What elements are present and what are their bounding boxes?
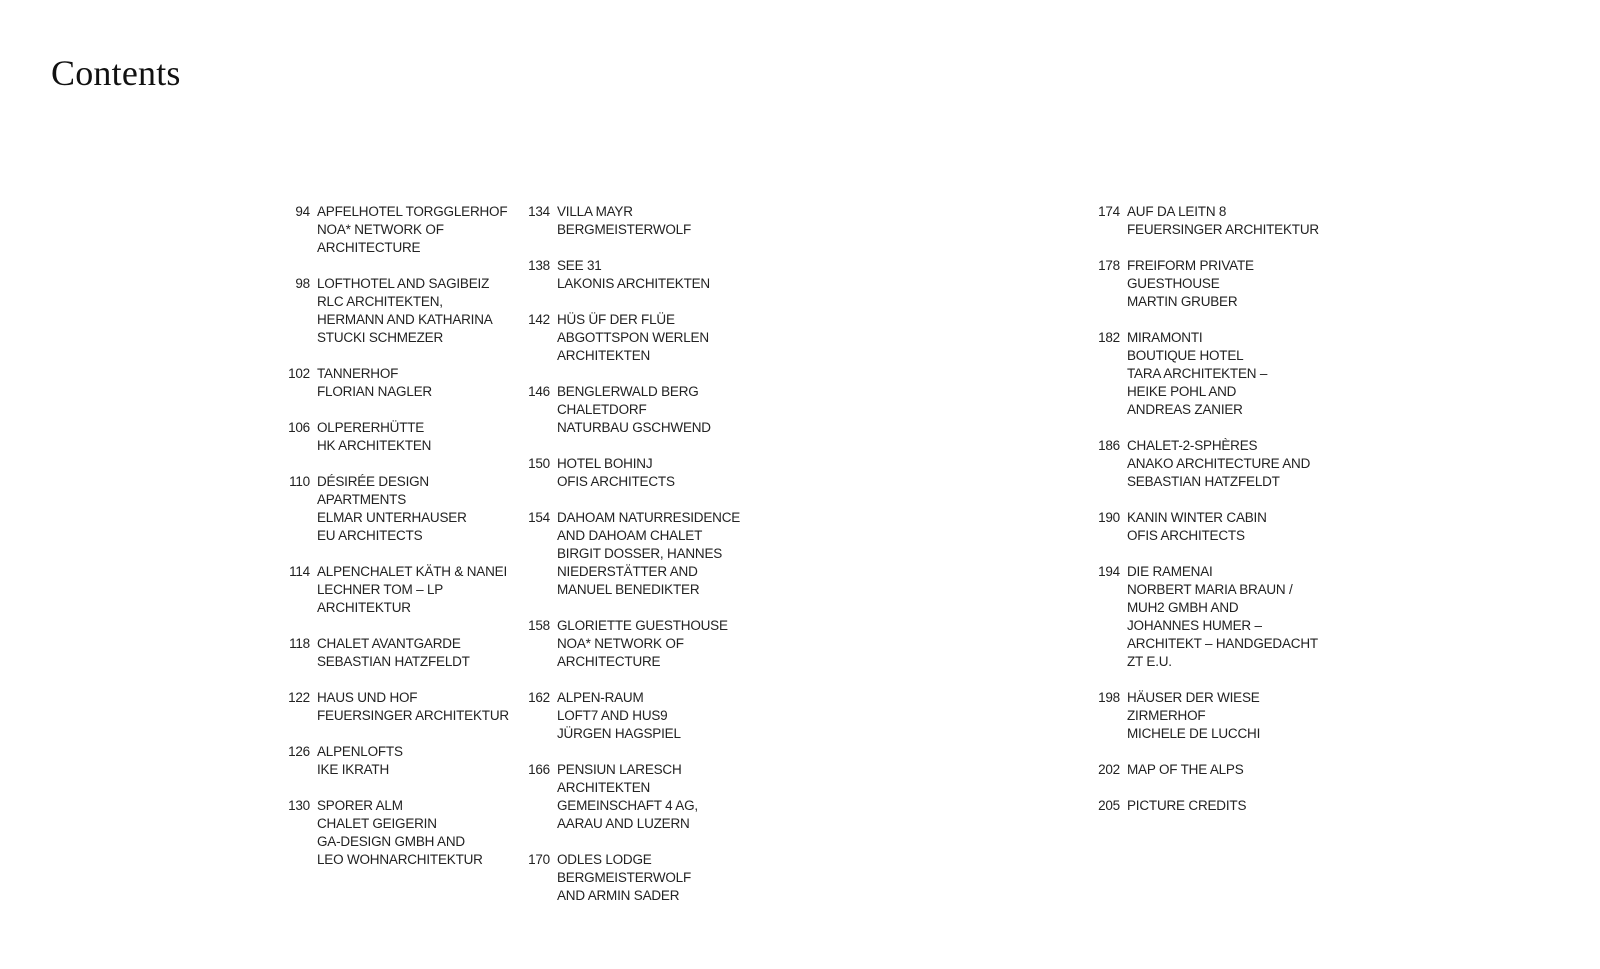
toc-entry [1090, 689, 1319, 743]
toc-page-number: 198 [1098, 690, 1120, 705]
toc-entry [280, 743, 509, 779]
toc-entry [280, 689, 509, 725]
toc-page-number: 162 [528, 690, 550, 705]
toc-entry-text: FREIFORM PRIVATE GUESTHOUSE MARTIN GRUBER [1127, 258, 1254, 309]
toc-page-number: 118 [289, 636, 310, 651]
toc-entry [280, 635, 509, 671]
toc-page-number: 170 [528, 852, 550, 867]
toc-entry [1090, 563, 1319, 671]
toc-entry-text: APFELHOTEL TORGGLERHOF NOA* NETWORK OF ARCHITECTURE [317, 204, 508, 255]
toc-page-number: 102 [288, 366, 310, 381]
toc-entry-text: OLPERERHÜTTE HK ARCHITEKTEN [317, 420, 432, 453]
toc-page-number: 142 [528, 312, 550, 327]
toc-entry-text: KANIN WINTER CABIN OFIS ARCHITECTS [1127, 510, 1267, 543]
toc-entry-text: VILLA MAYR BERGMEISTERWOLF [557, 204, 692, 237]
toc-entry-text: DAHOAM NATURRESIDENCE AND DAHOAM CHALET BIRGIT DOSSER, HANNES NIEDERSTÄTTER AND MANUEL BENEDIKTER [557, 510, 741, 597]
toc-entry [520, 851, 740, 905]
toc-entry [280, 275, 509, 347]
toc-column-2 [520, 203, 740, 923]
toc-entry-text: SPORER ALM CHALET GEIGERIN GA-DESIGN GMBH AND LEO WOHNARCHITEKTUR [317, 798, 483, 867]
toc-entry-text: HÄUSER DER WIESE ZIRMERHOF MICHELE DE LUCCHI [1127, 690, 1261, 741]
toc-entry-text: HÜS ÜF DER FLÜE ABGOTTSPON WERLEN ARCHITEKTEN [557, 312, 709, 363]
toc-page-number: 174 [1098, 204, 1120, 219]
toc-entry-text: BENGLERWALD BERG CHALETDORF NATURBAU GSCHWEND [557, 384, 711, 435]
toc-entry [1090, 329, 1319, 419]
toc-entry-text: CHALET AVANTGARDE SEBASTIAN HATZFELDT [317, 636, 470, 669]
toc-column-1 [280, 203, 509, 887]
toc-page-number: 94 [295, 204, 310, 219]
toc-page-number: 178 [1098, 258, 1120, 273]
page-title: Contents [51, 53, 181, 93]
toc-entry [280, 797, 509, 869]
toc-entry [520, 689, 740, 743]
toc-page-number: 158 [528, 618, 550, 633]
toc-entry [520, 203, 740, 239]
toc-entry [520, 617, 740, 671]
toc-entry-text: ALPENCHALET KÄTH & NANEI LECHNER TOM – LP ARCHITEKTUR [317, 564, 508, 615]
toc-entry [280, 203, 509, 257]
toc-entry [1090, 509, 1319, 545]
toc-entry [1090, 797, 1319, 815]
toc-entry-text: MIRAMONTI BOUTIQUE HOTEL TARA ARCHITEKTEN – HEIKE POHL AND ANDREAS ZANIER [1127, 330, 1268, 417]
toc-page-number: 190 [1098, 510, 1120, 525]
toc-page-number: 98 [295, 276, 310, 291]
toc-page-number: 106 [288, 420, 310, 435]
toc-entry-text: HOTEL BOHINJ OFIS ARCHITECTS [557, 456, 675, 489]
toc-page-number: 202 [1098, 762, 1120, 777]
toc-entry-text: TANNERHOF FLORIAN NAGLER [317, 366, 432, 399]
toc-page-number: 130 [288, 798, 310, 813]
toc-entry-text: LOFTHOTEL AND SAGIBEIZ RLC ARCHITEKTEN, HERMANN AND KATHARINA STUCKI SCHMEZER [317, 276, 493, 345]
toc-entry-text: MAP OF THE ALPS [1127, 762, 1244, 777]
toc-page-number: 182 [1098, 330, 1120, 345]
toc-page-number: 138 [528, 258, 550, 273]
toc-page-number: 110 [289, 474, 310, 489]
toc-entry-text: ALPEN-RAUM LOFT7 AND HUS9 JÜRGEN HAGSPIEL [557, 690, 681, 741]
toc-entry-text: GLORIETTE GUESTHOUSE NOA* NETWORK OF ARCHITECTURE [557, 618, 728, 669]
toc-entry [520, 509, 740, 599]
toc-page-number: 154 [528, 510, 550, 525]
toc-entry [280, 563, 509, 617]
toc-entry [1090, 257, 1319, 311]
toc-entry [520, 761, 740, 833]
toc-entry-text: DIE RAMENAI NORBERT MARIA BRAUN / MUH2 GMBH AND JOHANNES HUMER – ARCHITEKT – HANDGEDACHT ZT E.U. [1127, 564, 1318, 669]
toc-entry [280, 473, 509, 545]
toc-entry-text: CHALET-2-SPHÈRES ANAKO ARCHITECTURE AND SEBASTIAN HATZFELDT [1127, 438, 1311, 489]
toc-page-number: 166 [528, 762, 550, 777]
toc-entry-text: SEE 31 LAKONIS ARCHITEKTEN [557, 258, 710, 291]
toc-entry [280, 419, 509, 455]
toc-entry [520, 455, 740, 491]
toc-entry-text: HAUS UND HOF FEUERSINGER ARCHITEKTUR [317, 690, 509, 723]
toc-page-number: 126 [288, 744, 310, 759]
toc-page-number: 150 [528, 456, 550, 471]
toc-entry [1090, 437, 1319, 491]
toc-page-number: 134 [528, 204, 550, 219]
toc-entry-text: ODLES LODGE BERGMEISTERWOLF AND ARMIN SADER [557, 852, 692, 903]
toc-page-number: 146 [528, 384, 550, 399]
toc-entry [520, 383, 740, 437]
toc-entry [520, 257, 740, 293]
toc-entry-text: PICTURE CREDITS [1127, 798, 1247, 813]
toc-page-number: 186 [1098, 438, 1120, 453]
toc-page-number: 114 [289, 564, 310, 579]
toc-page-number: 194 [1098, 564, 1120, 579]
toc-entry-text: AUF DA LEITN 8 FEUERSINGER ARCHITEKTUR [1127, 204, 1319, 237]
toc-entry-text: PENSIUN LARESCH ARCHITEKTEN GEMEINSCHAFT 4 AG, AARAU AND LUZERN [557, 762, 698, 831]
toc-column-3 [1090, 203, 1319, 833]
toc-entry-text: DÉSIRÉE DESIGN APARTMENTS ELMAR UNTERHAUSER EU ARCHITECTS [317, 474, 467, 543]
toc-page-number: 122 [288, 690, 310, 705]
toc-entry [520, 311, 740, 365]
toc-entry-text: ALPENLOFTS IKE IKRATH [317, 744, 403, 777]
toc-page-number: 205 [1098, 798, 1120, 813]
toc-entry [1090, 761, 1319, 779]
toc-entry [1090, 203, 1319, 239]
toc-entry [280, 365, 509, 401]
